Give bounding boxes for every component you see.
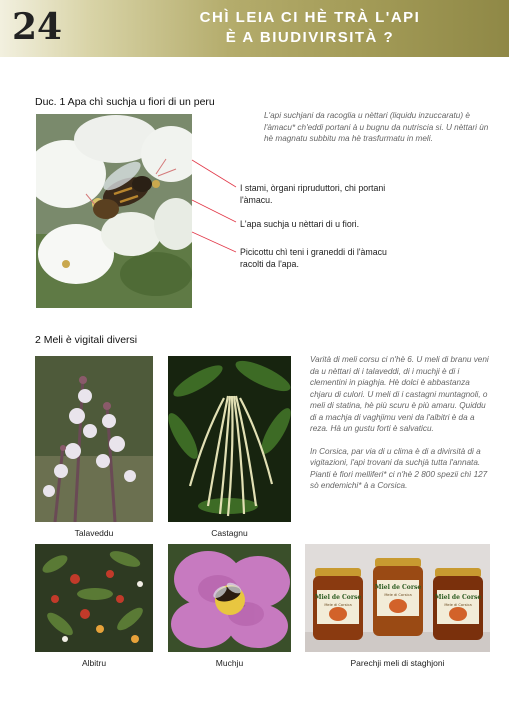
- caption-castagnu: Castagnu: [211, 528, 248, 538]
- castagnu-image: [168, 356, 291, 522]
- honey-jars-image: [305, 544, 490, 652]
- bee-on-pear-blossom-photo: [36, 114, 192, 308]
- bee-on-pear-blossom-image: [36, 114, 192, 308]
- caption-talaveddu: Talaveddu: [74, 528, 114, 538]
- talaveddu-photo: [35, 356, 153, 522]
- doc2-heading: 2 Meli è vigitali diversi: [35, 334, 138, 346]
- albitru-image: [35, 544, 153, 652]
- page-number: 24: [12, 6, 63, 48]
- castagnu-photo: [168, 356, 291, 522]
- page-title: [150, 8, 470, 48]
- honey-jars-photo: [305, 544, 490, 652]
- callout-bee-sucking: L'apa suchja u nèttari di u fiori.: [240, 219, 360, 229]
- callout-line-bee: [192, 200, 236, 222]
- muchju-image: [168, 544, 291, 652]
- callout-pollen-basket: Picicottu chì teni i graneddi di l'àmacu racolti da l'apa.: [240, 247, 387, 269]
- jar-label-middle: Miel de Corse: [374, 584, 422, 591]
- doc1-heading: Duc. 1 Apa chì suchja u fiori di un peru: [35, 96, 215, 108]
- jar-sublabel-left: Mele di Corsica: [324, 603, 352, 607]
- talaveddu-image: [35, 356, 153, 522]
- jar-label-left: Miel de Corse: [314, 594, 362, 601]
- doc2-paragraph-2: In Corsica, par via di u clima è di a divirsità di a vigitazioni, l'api trovani da suchjà tutta l'annata. Pianti è fiori melliferi* ci n'hè 2 800 spezii chì 127 sò endemichi* à a Corsica.: [310, 446, 488, 490]
- page-header: [0, 0, 509, 57]
- albitru-photo: [35, 544, 153, 652]
- caption-muchju: Muchju: [215, 658, 244, 668]
- caption-albitru: Albitru: [81, 658, 107, 668]
- caption-honey-jars: Parechji meli di staghjoni: [350, 658, 445, 668]
- jar-sublabel-right: Mele di Corsica: [444, 603, 472, 607]
- jar-label-right: Miel de Corse: [434, 594, 482, 601]
- honey-jar-middle: [373, 558, 423, 636]
- callout-line-pollen: [192, 232, 236, 252]
- doc2-text: [310, 354, 490, 503]
- doc2-paragraph-1: Varità di meli corsu ci n'hè 6. U meli di branu veni da u nèttari di i talaveddi, di i muchji è di i clementini in piaghja. Hè dolci è abbastanza chjaru di culori. U meli di i castagni muntagnoli, o meli di statina, hè più scuru è più amaru. Quiddu di a machja di vaghjimu veni da l'albitri è da a reza. Hà un gustu forti è salvaticu.: [310, 355, 489, 433]
- page-title-line-2: È A BIUDIVIRSITÀ ?: [225, 29, 395, 46]
- page-title-line-1: CHÌ LEIA CI HÈ TRÀ L'API: [199, 9, 421, 26]
- callout-stamens: I stami, òrgani ripruduttori, chi portani l'àmacu.: [240, 183, 386, 205]
- jar-sublabel-middle: Mele di Corsica: [384, 593, 412, 597]
- muchju-photo: [168, 544, 291, 652]
- callout-line-stamens: [192, 160, 236, 187]
- doc1-intro-text: L'api suchjani da racoglia u nèttari (liquidu inzuccaratu) è l'àmacu* ch'eddi portani à u bugnu da nutriscia si. U nèttari ùn hè magnatu subbitu ma hè trasfurmatu in meli.: [264, 111, 489, 143]
